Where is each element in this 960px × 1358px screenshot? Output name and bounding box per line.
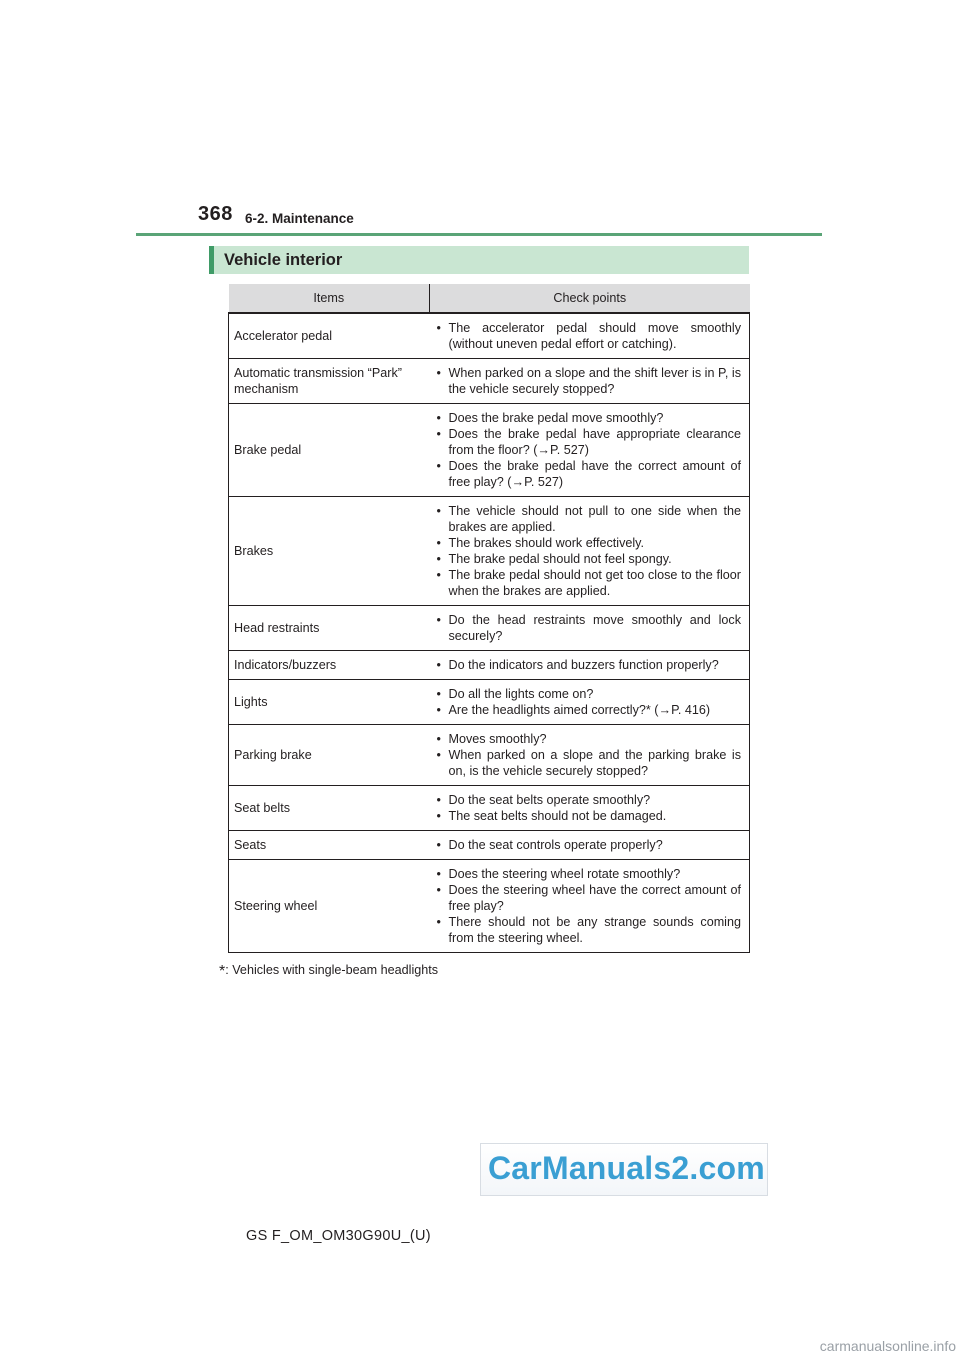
check-point: • Do the head restraints move smoothly and lock securely? (449, 612, 742, 644)
header-rule (136, 233, 822, 236)
check-points-cell (430, 313, 750, 359)
check-point: • There should not be any strange sounds coming from the steering wheel. (449, 914, 742, 946)
table-row (229, 359, 750, 404)
table-row (229, 725, 750, 786)
check-point: • Does the steering wheel have the correct amount of free play? (449, 882, 742, 914)
item-cell: Automatic transmission “Park” mechanism (229, 359, 430, 404)
check-points-list (449, 410, 742, 490)
check-points-list (449, 792, 742, 824)
check-point: • Do the seat belts operate smoothly? (449, 792, 742, 808)
item-cell: Seat belts (229, 786, 430, 831)
check-point: • The brakes should work effectively. (449, 535, 742, 551)
section-heading (209, 246, 749, 274)
section-label: 6-2. Maintenance (245, 211, 354, 226)
item-cell: Accelerator pedal (229, 313, 430, 359)
check-points-list (449, 365, 742, 397)
check-points-cell (430, 831, 750, 860)
document-code: GS F_OM_OM30G90U_(U) (246, 1228, 431, 1244)
check-points-list (449, 320, 742, 352)
table-row (229, 313, 750, 359)
table-body (229, 313, 750, 953)
check-point: • The brake pedal should not get too close to the floor when the brakes are applied. (449, 567, 742, 599)
item-cell: Lights (229, 680, 430, 725)
item-cell: Brakes (229, 497, 430, 606)
table-row (229, 680, 750, 725)
check-point: • When parked on a slope and the parking brake is on, is the vehicle securely stopped? (449, 747, 742, 779)
check-point: • Does the brake pedal have appropriate clearance from the floor? (→P. 527) (449, 426, 742, 458)
item-cell: Parking brake (229, 725, 430, 786)
table-row (229, 651, 750, 680)
check-points-cell (430, 786, 750, 831)
check-point: • Do the seat controls operate properly? (449, 837, 742, 853)
check-point: • The accelerator pedal should move smoothly (without uneven pedal effort or catching). (449, 320, 742, 352)
page-number: 368 (198, 203, 233, 225)
check-points-list (449, 731, 742, 779)
check-point: • When parked on a slope and the shift lever is in P, is the vehicle securely stopped? (449, 365, 742, 397)
footnote-text: : Vehicles with single-beam headlights (225, 963, 439, 977)
check-point: • The vehicle should not pull to one side when the brakes are applied. (449, 503, 742, 535)
check-points-cell (430, 725, 750, 786)
footer-watermark-url: carmanualsonline.info (819, 1338, 956, 1354)
item-cell: Brake pedal (229, 404, 430, 497)
table-row (229, 786, 750, 831)
check-points-list (449, 612, 742, 644)
table-row (229, 404, 750, 497)
check-table (228, 284, 750, 953)
check-point: • Do all the lights come on? (449, 686, 742, 702)
check-points-list (449, 657, 742, 673)
check-point: • The brake pedal should not feel spongy. (449, 551, 742, 567)
section-heading-text: Vehicle interior (224, 250, 343, 269)
table-row (229, 831, 750, 860)
check-point: • Does the brake pedal move smoothly? (449, 410, 742, 426)
item-cell: Seats (229, 831, 430, 860)
footnote (219, 963, 438, 981)
check-point: • Does the steering wheel rotate smoothly? (449, 866, 742, 882)
check-points-list (449, 503, 742, 599)
item-cell: Steering wheel (229, 860, 430, 953)
check-points-cell (430, 860, 750, 953)
table-header-row (229, 284, 750, 313)
check-points-cell (430, 497, 750, 606)
watermark-logo-text: CarManuals2.com (488, 1150, 765, 1186)
check-point: • The seat belts should not be damaged. (449, 808, 742, 824)
table-row (229, 497, 750, 606)
check-points-list (449, 837, 742, 853)
item-cell: Head restraints (229, 606, 430, 651)
check-points-cell (430, 680, 750, 725)
check-points-list (449, 686, 742, 718)
check-point: • Do the indicators and buzzers function properly? (449, 657, 742, 673)
column-header-items: Items (229, 284, 430, 313)
check-point: • Moves smoothly? (449, 731, 742, 747)
check-points-list (449, 866, 742, 946)
table-row (229, 860, 750, 953)
check-point: • Are the headlights aimed correctly?* (→P. 416) (449, 702, 742, 718)
check-point: • Does the brake pedal have the correct amount of free play? (→P. 527) (449, 458, 742, 490)
check-points-cell (430, 404, 750, 497)
check-points-cell (430, 606, 750, 651)
check-points-cell (430, 651, 750, 680)
column-header-check-points: Check points (430, 284, 750, 313)
check-points-cell (430, 359, 750, 404)
footnote-mark: * (219, 963, 226, 980)
table-row (229, 606, 750, 651)
item-cell: Indicators/buzzers (229, 651, 430, 680)
